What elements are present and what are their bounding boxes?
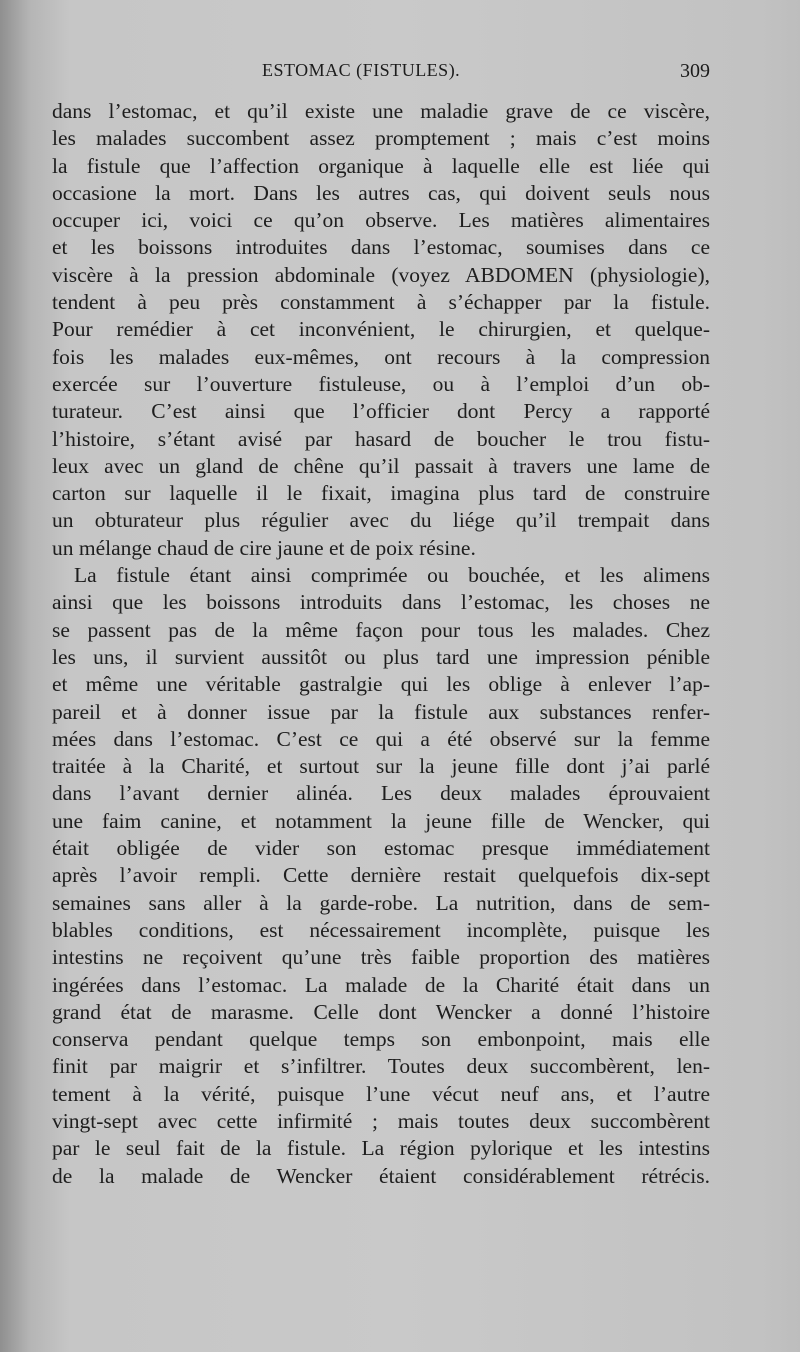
text-line: viscère à la pression abdominale (voyez ABDOMEN (physiologie), [52, 262, 710, 287]
page-header [52, 60, 710, 90]
text-line: une faim canine, et notamment la jeune fille de Wencker, qui [52, 808, 710, 833]
text-line: intestins ne reçoivent qu’une très faible proportion des matières [52, 945, 710, 970]
text-line: après l’avoir rempli. Cette dernière restait quelquefois dix-sept [52, 863, 710, 888]
text-line: tement à la vérité, puisque l’une vécut neuf ans, et l’autre [52, 1081, 710, 1106]
text-line: carton sur laquelle il le fixait, imagina plus tard de construire [52, 481, 710, 506]
text-line: exercée sur l’ouverture fistuleuse, ou à l’emploi d’un ob- [52, 371, 710, 396]
text-line: vingt-sept avec cette infirmité ; mais toutes deux succombèrent [52, 1108, 710, 1133]
text-line: et même une véritable gastralgie qui les oblige à enlever l’ap- [52, 672, 710, 697]
running-title: ESTOMAC (FISTULES). [262, 60, 461, 80]
text-line: un obturateur plus régulier avec du liége qu’il trempait dans [52, 508, 710, 533]
text-line: et les boissons introduites dans l’estomac, soumises dans ce [52, 235, 710, 260]
text-line: ingérées dans l’estomac. La malade de la Charité était dans un [52, 972, 710, 997]
text-line: par le seul fait de la fistule. La région pylorique et les intestins [52, 1136, 710, 1161]
text-line: tendent à peu près constamment à s’échapper par la fistule. [52, 290, 710, 315]
page-number: 309 [680, 60, 710, 82]
text-line: finit par maigrir et s’infiltrer. Toutes deux succombèrent, len- [52, 1054, 710, 1079]
text-line: blables conditions, est nécessairement incomplète, puisque les [52, 917, 710, 942]
text-line: ainsi que les boissons introduits dans l’estomac, les choses ne [52, 590, 710, 615]
text-line: fois les malades eux-mêmes, ont recours à la compression [52, 344, 710, 369]
text-line: occuper ici, voici ce qu’on observe. Les matières alimentaires [52, 208, 710, 233]
text-line: occasione la mort. Dans les autres cas, qui doivent seuls nous [52, 180, 710, 205]
text-line: semaines sans aller à la garde-robe. La nutrition, dans de sem- [52, 890, 710, 915]
body-text [52, 98, 710, 1190]
text-line: la fistule que l’affection organique à laquelle elle est liée qui [52, 153, 710, 178]
text-line: dans l’estomac, et qu’il existe une maladie grave de ce viscère, [52, 99, 710, 123]
text-line: l’histoire, s’étant avisé par hasard de boucher le trou fistu- [52, 426, 710, 451]
text-line: leux avec un gland de chêne qu’il passait à travers une lame de [52, 453, 710, 478]
text-line: conserva pendant quelque temps son embonpoint, mais elle [52, 1027, 710, 1052]
text-line: pareil et à donner issue par la fistule aux substances renfer- [52, 699, 710, 724]
text-line: un mélange chaud de cire jaune et de poix résine. [52, 535, 476, 560]
text-line: grand état de marasme. Celle dont Wencker a donné l’histoire [52, 999, 710, 1024]
text-line: traitée à la Charité, et surtout sur la jeune fille dont j’ai parlé [52, 754, 710, 779]
text-line: dans l’avant dernier alinéa. Les deux malades éprouvaient [52, 781, 710, 806]
text-line: les malades succombent assez promptement ; mais c’est moins [52, 126, 710, 151]
text-line: était obligée de vider son estomac presque immédiatement [52, 836, 710, 861]
text-line: les uns, il survient aussitôt ou plus tard une impression pénible [52, 644, 710, 669]
text-line: Pour remédier à cet inconvénient, le chirurgien, et quelque- [52, 317, 710, 342]
text-line: turateur. C’est ainsi que l’officier dont Percy a rapporté [52, 399, 710, 424]
text-line: de la malade de Wencker étaient considérablement rétrécis. [52, 1163, 710, 1188]
text-line: se passent pas de la même façon pour tous les malades. Chez [52, 617, 710, 642]
text-line: La fistule étant ainsi comprimée ou bouchée, et les alimens [74, 563, 710, 588]
text-line: mées dans l’estomac. C’est ce qui a été observé sur la femme [52, 726, 710, 751]
